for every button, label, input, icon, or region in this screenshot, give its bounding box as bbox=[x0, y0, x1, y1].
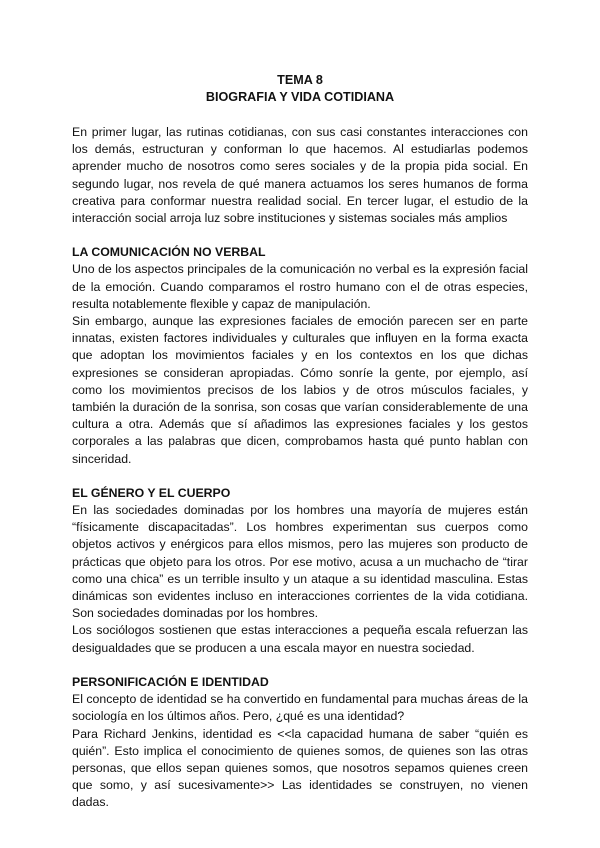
paragraph: Uno de los aspectos principales de la comunicación no verbal es la expresión facial de la emoción. Cuando comparamos el rostro humano con el de otras especies, resulta notablemente flexible y capaz de manipulación. bbox=[72, 262, 528, 311]
section-heading: PERSONIFICACIÓN E IDENTIDAD bbox=[72, 674, 269, 689]
section-personificacion-identidad bbox=[72, 674, 528, 812]
paragraph: El concepto de identidad se ha convertido en fundamental para muchas áreas de la sociología en los últimos años. Pero, ¿qué es una identidad? bbox=[72, 692, 528, 724]
title-block bbox=[72, 72, 528, 106]
section-heading: LA COMUNICACIÓN NO VERBAL bbox=[72, 245, 266, 260]
paragraph: Los sociólogos sostienen que estas interacciones a pequeña escala refuerzan las desigualdades que se producen a una escala mayor en nuestra sociedad. bbox=[72, 623, 528, 655]
intro-paragraph: En primer lugar, las rutinas cotidianas, con sus casi constantes interacciones con los demás, estructuran y conforman lo que hacemos. Al estudiarlas podemos aprender mucho de nosotros como seres sociales y de la propia pida social. En segundo lugar, nos revela de qué manera actuamos los seres humanos de forma creativa para conformar nuestra realidad social. En tercer lugar, el estudio de la interacción social arroja luz sobre instituciones y sistemas sociales más amplios bbox=[72, 125, 528, 226]
section-genero-cuerpo bbox=[72, 485, 528, 657]
section-heading: EL GÉNERO Y EL CUERPO bbox=[72, 485, 231, 500]
topic-number: TEMA 8 bbox=[277, 73, 323, 87]
paragraph: Para Richard Jenkins, identidad es <<la capacidad humana de saber “quién es quién”. Esto implica el conocimiento de quienes somos, de quienes son las otras personas, que ellos sepan quienes somos, que nosotros sepamos quienes creen que somo, y así sucesivamente>> Las identidades se construyen, no vienen dadas. bbox=[72, 726, 528, 810]
paragraph: Sin embargo, aunque las expresiones faciales de emoción parecen ser en parte innatas, existen factores individuales y culturales que influyen en la forma exacta que adoptan los movimientos faciales y en los contextos en los que dichas expresiones se consideran apropiadas. Cómo sonríe la gente, por ejemplo, así como los movimientos precisos de los labios y de otros músculos faciales, y también la duración de la sonrisa, son cosas que varían considerablemente de una cultura a otra. Además que sí añadimos las expresiones faciales y los gestos corporales a las palabras que dicen, comprobamos hasta qué punto hablan con sinceridad. bbox=[72, 314, 528, 466]
page-title: BIOGRAFIA Y VIDA COTIDIANA bbox=[205, 90, 395, 104]
document-page bbox=[72, 72, 528, 812]
section-comunicacion-no-verbal bbox=[72, 244, 528, 468]
paragraph: En las sociedades dominadas por los hombres una mayoría de mujeres están “físicamente discapacitadas”. Los hombres experimentan sus cuerpos como objetos activos y enérgicos para ellos mismos, pero las mujeres son producto de prácticas que objeto para los otros. Por ese motivo, acusa a un muchacho de “tirar como una chica” es un terrible insulto y un ataque a su identidad masculina. Estas dinámicas son evidentes incluso en interacciones corrientes de la vida cotidiana. Son sociedades dominadas por los hombres. bbox=[72, 503, 528, 621]
